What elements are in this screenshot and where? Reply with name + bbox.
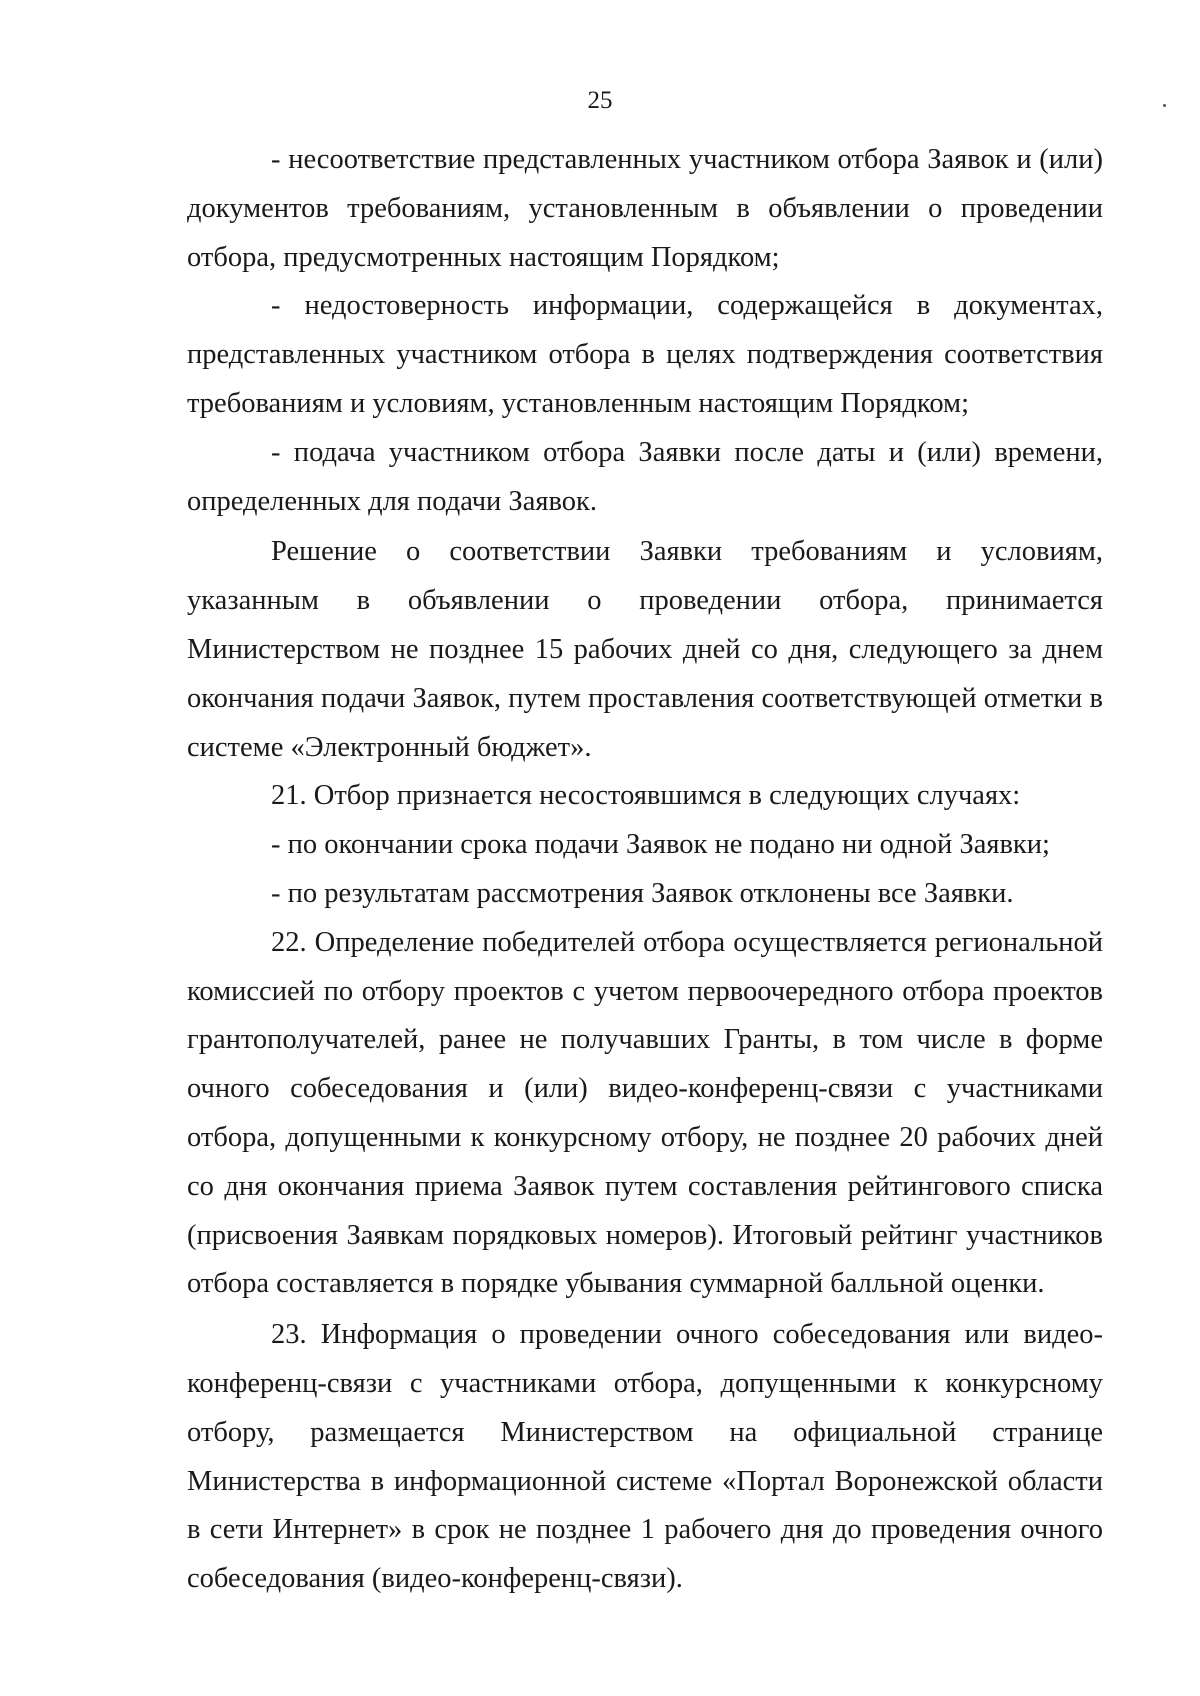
paragraph-item-21: 21. Отбор признается несостоявшимся в следующих случаях: [271, 780, 1021, 812]
scan-speck [1163, 104, 1166, 107]
paragraph-rejection-reason-2: - недостоверность информации, содержащейся в документах, представленных участником отбора в целях подтверждения соответствия требованиям и условиям, установленным настоящим Порядком; [187, 290, 1103, 419]
page-number: 25 [587, 87, 613, 114]
body-text [187, 136, 1103, 1604]
paragraph-rejection-reason-1: - несоответствие представленных участником отбора Заявок и (или) документов требованиям, установленным в объявлении о проведении отбора, предусмотренных настоящим Порядком; [187, 144, 1103, 273]
paragraph-item-22: 22. Определение победителей отбора осуществляется региональной комиссией по отбору проектов с учетом первоочередного отбора проектов грантополучателей, ранее не получавших Гранты, в том числе в форме очного собеседования и (или) видео-конференц-связи с участниками отбора, допущенными к конкурсному отбору, не позднее 20 рабочих дней со дня окончания приема Заявок путем составления рейтингового списка (присвоения Заявкам порядковых номеров). Итоговый рейтинг участников отбора составляется в порядке убывания суммарной балльной оценки. [187, 926, 1103, 1300]
paragraph-decision: Решение о соответствии Заявки требованиям и условиям, указанным в объявлении о проведении отбора, принимается Министерством не позднее 15 рабочих дней со дня, следующего за днем окончания подачи Заявок, путем проставления соответствующей отметки в системе «Электронный бюджет». [187, 536, 1103, 763]
paragraph-item-21-case-1: - по окончании срока подачи Заявок не подано ни одной Заявки; [271, 829, 1050, 861]
paragraph-item-21-case-2: - по результатам рассмотрения Заявок отклонены все Заявки. [271, 877, 1014, 909]
paragraph-rejection-reason-3: - подача участником отбора Заявки после даты и (или) времени, определенных для подачи Заявок. [187, 436, 1103, 517]
paragraph-item-23: 23. Информация о проведении очного собеседования или видео-конференц-связи с участниками отбора, допущенными к конкурсному отбору, размещается Министерством на официальной странице Министерства в информационной системе «Портал Воронежской области в сети Интернет» в срок не позднее 1 рабочего дня до проведения очного собеседования (видео-конференц-связи). [187, 1319, 1103, 1595]
